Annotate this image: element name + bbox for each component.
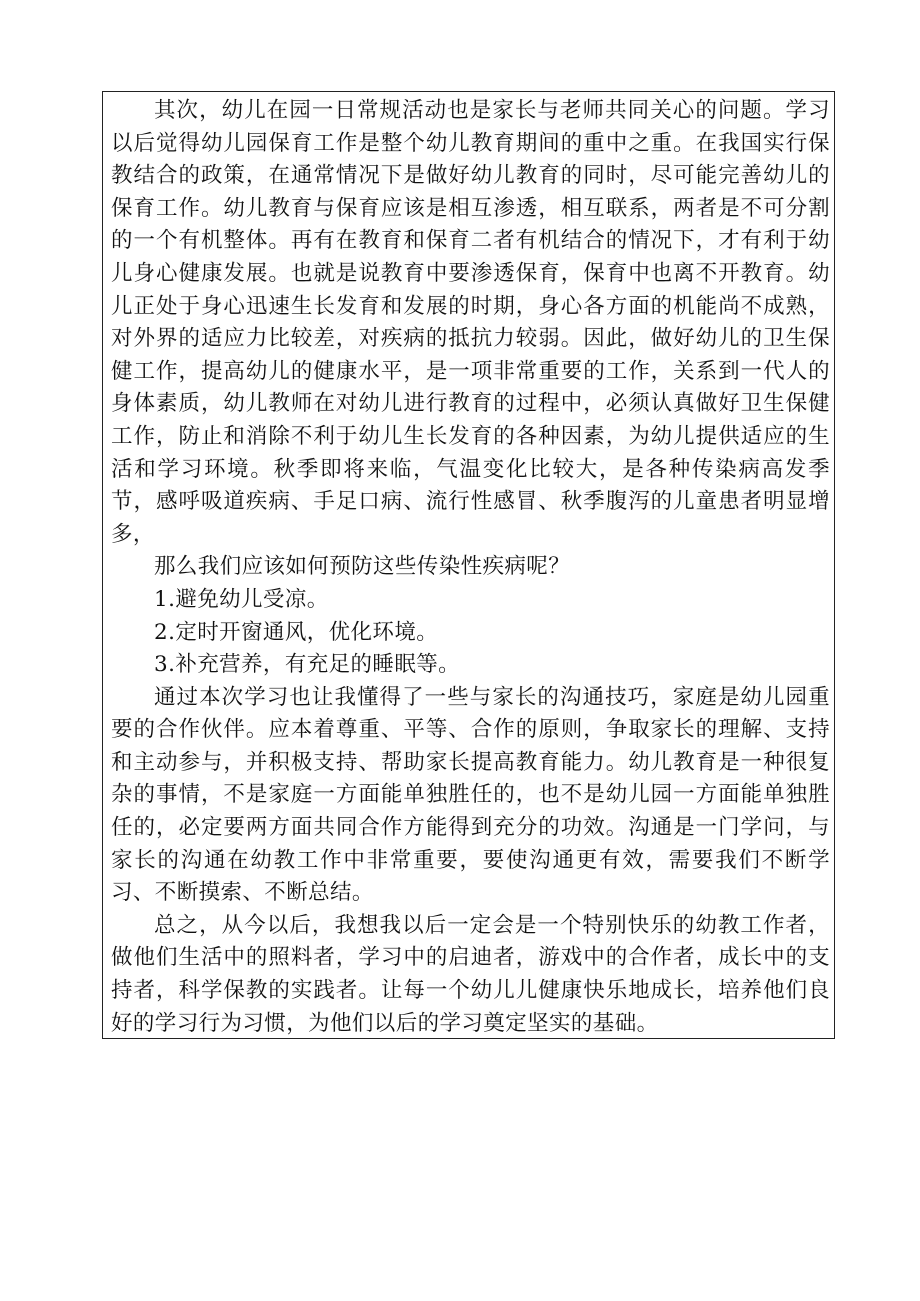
list-item-ventilation: 2.定时开窗通风，优化环境。 [154,619,439,645]
paragraph-parent-communication: 通过本次学习也让我懂得了一些与家长的沟通技巧，家庭是幼儿园重要的合作伙伴。应本着尊重、平等、合作的原则，争取家长的理解、支持和主动参与，并积极支持、帮助家长提高教育能力。幼儿教育是一种很复杂的事情，不是家庭一方面能单独胜任的，也不是幼儿园一方面能单独胜任的，必定要两方面共同合作方能得到充分的功效。沟通是一门学问，与家长的沟通在幼教工作中非常重要，要使沟通更有效，需要我们不断学习、不断摸索、不断总结。 [111,684,830,906]
paragraph-conclusion: 总之，从今以后，我想我以后一定会是一个特别快乐的幼教工作者，做他们生活中的照料者，学习中的启迪者，游戏中的合作者，成长中的支持者，科学保教的实践者。让每一个幼儿儿健康快乐地成长，培养他们良好的学习行为习惯，为他们以后的学习奠定坚实的基础。 [111,912,830,1036]
list-item-nutrition: 3.补充营养，有充足的睡眠等。 [154,652,461,678]
paragraph-daily-routine: 其次，幼儿在园一日常规活动也是家长与老师共同关心的问题。学习以后觉得幼儿园保育工作是整个幼儿教育期间的重中之重。在我国实行保教结合的政策，在通常情况下是做好幼儿教育的同时，尽可能完善幼儿的保育工作。幼儿教育与保育应该是相互渗透，相互联系，两者是不可分割的一个有机整体。再有在教育和保育二者有机结合的情况下，才有利于幼儿身心健康发展。也就是说教育中要渗透保育，保育中也离不开教育。幼儿正处于身心迅速生长发育和发展的时期，身心各方面的机能尚不成熟，对外界的适应力比较差，对疾病的抵抗力较弱。因此，做好幼儿的卫生保健工作，提高幼儿的健康水平，是一项非常重要的工作，关系到一代人的身体素质，幼儿教师在对幼儿进行教育的过程中，必须认真做好卫生保健工作，防止和消除不利于幼儿生长发育的各种因素，为幼儿提供适应的生活和学习环境。秋季即将来临，气温变化比较大，是各种传染病高发季节，感呼吸道疾病、手足口病、流行性感冒、秋季腹泻的儿童患者明显增多， [111,98,830,547]
list-item-avoid-cold: 1.避免幼儿受凉。 [154,586,329,612]
document-table-cell [102,91,835,1039]
paragraph-prevention-question: 那么我们应该如何预防这些传染性疾病呢？ [154,554,571,580]
